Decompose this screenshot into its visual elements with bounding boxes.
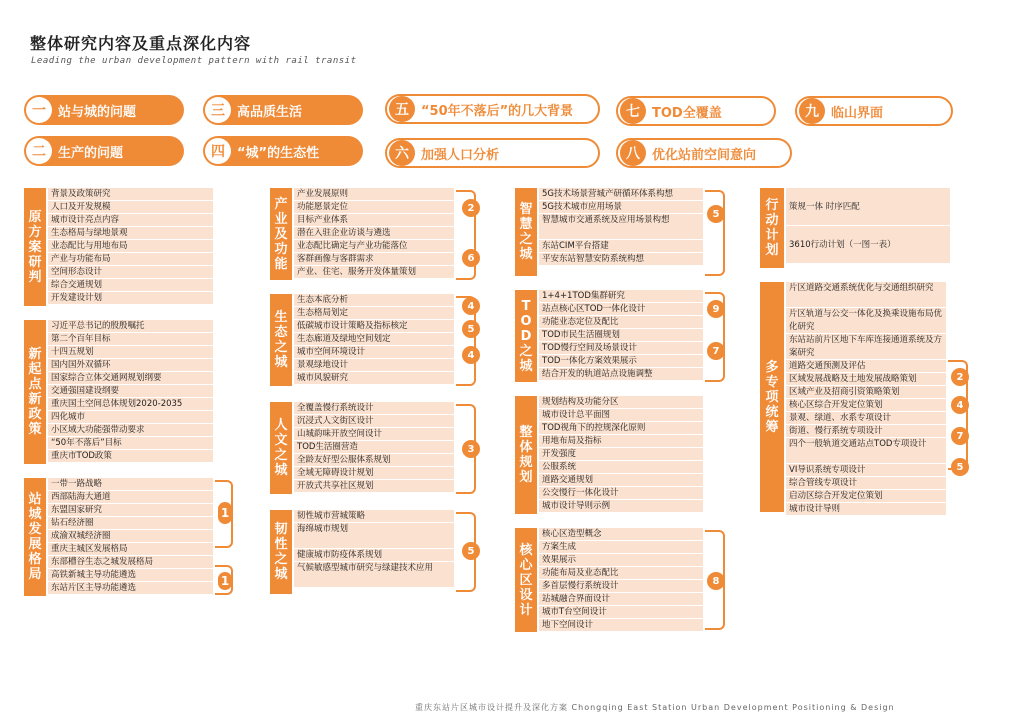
list-item: 交通强国建设纲要: [48, 385, 213, 398]
list-core-design: [539, 528, 703, 632]
list-item: 综合交通规划: [48, 279, 213, 292]
list-item: 区域产业及招商引资策略策划: [786, 386, 946, 399]
count-badge: 4: [462, 346, 480, 364]
category-station-city: 站城发展格局: [24, 478, 46, 596]
list-item: 产业、住宅、服务开发体量策划: [294, 266, 454, 279]
list-ecology: [294, 294, 454, 385]
count-badge: 4: [462, 297, 480, 315]
list-item: 空间形态设计: [48, 266, 213, 279]
topic-label: 优化站前空间意向: [652, 147, 757, 163]
list-item: 一带一路战略: [48, 478, 213, 491]
topic-label: TOD全覆盖: [652, 105, 722, 121]
topic-label: 站与城的问题: [58, 104, 137, 120]
topic-pill-9: [795, 96, 953, 126]
list-item: 高铁新城主导功能遴选: [48, 569, 213, 582]
count-badge: 5: [707, 205, 725, 223]
list-item: 目标产业体系: [294, 214, 454, 227]
list-multi-specialty: [786, 282, 946, 516]
list-item: 景观、绿道、水系专项设计: [786, 412, 946, 425]
list-item: 第二个百年目标: [48, 333, 213, 346]
list-item: 策规一体 时序匹配: [786, 188, 950, 226]
list-item: 东站CIM平台搭建: [539, 240, 703, 253]
topic-number: 四: [205, 138, 231, 164]
topic-label: “城”的生态性: [237, 145, 320, 161]
list-item: 功能布局及业态配比: [539, 567, 703, 580]
list-item: 城市风貌研究: [294, 372, 454, 385]
list-item: 四化城市: [48, 411, 213, 424]
list-item: 东站站前片区地下车库连接通道系统及方案研究: [786, 334, 946, 360]
list-item: 东盟国家研究: [48, 504, 213, 517]
list-item: 人口及开发规模: [48, 201, 213, 214]
list-item: 5G技术场景营城产研循环体系构想: [539, 188, 703, 201]
list-item: 启动区综合开发定位策划: [786, 490, 946, 503]
list-overall-plan: [539, 396, 703, 513]
count-badge: 7: [707, 342, 725, 360]
list-item: 开发强度: [539, 448, 703, 461]
topic-pill-7: [616, 96, 776, 126]
list-item: 生态格局划定: [294, 307, 454, 320]
list-station-city: [48, 478, 213, 595]
count-badge: 5: [462, 542, 480, 560]
topic-number: 九: [799, 98, 825, 124]
page-title: 整体研究内容及重点深化内容: [30, 34, 252, 53]
list-item: 东部槽谷生态之城发展格局: [48, 556, 213, 569]
list-item: 产业与功能布局: [48, 253, 213, 266]
category-resilience: 韧性之城: [270, 510, 292, 594]
list-item: 片区轨道与公交一体化及换乘设施布局优化研究: [786, 308, 946, 334]
count-badge: 4: [951, 396, 969, 414]
category-smart: 智慧之城: [515, 188, 537, 276]
count-badge: 8: [707, 572, 725, 590]
list-item: 核心区综合开发定位策划: [786, 399, 946, 412]
list-item: 道路交通规划: [539, 474, 703, 487]
list-item: 综合管线专项设计: [786, 477, 946, 490]
topic-pill-8: [616, 138, 792, 168]
list-industry: [294, 188, 454, 279]
topic-label: 加强人口分析: [421, 147, 500, 163]
category-ecology: 生态之城: [270, 294, 292, 386]
list-item: TOD视角下的控规深化原则: [539, 422, 703, 435]
topic-number: 二: [26, 138, 52, 164]
list-item: 海绵城市规划: [294, 523, 454, 549]
page-subtitle: Leading the urban development pattern with rail transit: [31, 56, 357, 66]
topic-label: 生产的问题: [58, 145, 124, 161]
topic-number: 三: [205, 97, 231, 123]
list-item: 平安东站智慧安防系统构想: [539, 253, 703, 266]
list-item: 结合开发的轨道站点设施调整: [539, 368, 703, 381]
topic-number: 七: [620, 98, 646, 124]
list-item: 沉浸式人文街区设计: [294, 415, 454, 428]
count-badge: 6: [462, 249, 480, 267]
list-action-plan: [786, 188, 950, 264]
list-item: 城市设计导则示例: [539, 500, 703, 513]
list-item: 站点核心区TOD一体化设计: [539, 303, 703, 316]
count-badge: 1: [218, 502, 232, 524]
list-item: 潜在入驻企业访谈与遴选: [294, 227, 454, 240]
list-item: 1+4+1TOD集群研究: [539, 290, 703, 303]
list-item: 生态廊道及绿地空间划定: [294, 333, 454, 346]
list-item: 3610行动计划（一图一表）: [786, 226, 950, 264]
list-item: 国家综合立体交通网规划纲要: [48, 372, 213, 385]
list-item: 业态配比确定与产业功能落位: [294, 240, 454, 253]
list-item: 多首层慢行系统设计: [539, 580, 703, 593]
list-item: 城市设计总平面图: [539, 409, 703, 422]
list-item: VI导识系统专项设计: [786, 464, 946, 477]
list-smart: [539, 188, 703, 266]
list-item: 生态本底分析: [294, 294, 454, 307]
list-item: 习近平总书记的殷殷嘱托: [48, 320, 213, 333]
list-item: 成渝双城经济圈: [48, 530, 213, 543]
list-item: 全覆盖慢行系统设计: [294, 402, 454, 415]
list-item: 效果展示: [539, 554, 703, 567]
topic-number: 八: [620, 140, 646, 166]
list-item: 城市设计亮点内容: [48, 214, 213, 227]
topic-pill-3: [203, 95, 363, 125]
list-item: TOD生活圈营造: [294, 441, 454, 454]
count-badge: 5: [951, 458, 969, 476]
category-action-plan: 行动计划: [760, 188, 784, 268]
list-item: 开发建设计划: [48, 292, 213, 305]
list-item: 用地布局及指标: [539, 435, 703, 448]
list-item: 生态格局与绿地景观: [48, 227, 213, 240]
list-item: TOD慢行空间及场景设计: [539, 342, 703, 355]
topic-label: 高品质生活: [237, 104, 303, 120]
list-item: 产业发展原则: [294, 188, 454, 201]
category-core-design: 核心区设计: [515, 528, 537, 632]
list-item: 小区域大功能强带动要求: [48, 424, 213, 437]
list-item: 业态配比与用地布局: [48, 240, 213, 253]
list-item: 全域无障碍设计规划: [294, 467, 454, 480]
list-item: 健康城市防疫体系规划: [294, 549, 454, 562]
list-item: 山城韵味开放空间设计: [294, 428, 454, 441]
topic-label: “50年不落后”的几大背景: [421, 103, 574, 119]
topic-pill-6: [385, 138, 600, 168]
count-badge: 1: [218, 572, 232, 590]
list-new-policy: [48, 320, 213, 463]
category-original-plan: 原方案研判: [24, 188, 46, 306]
list-item: 方案生成: [539, 541, 703, 554]
category-tod: TOD之城: [515, 290, 537, 382]
list-item: 重庆国土空间总体规划2020-2035: [48, 398, 213, 411]
list-item: 重庆市TOD政策: [48, 450, 213, 463]
list-item: 十四五规划: [48, 346, 213, 359]
category-overall-plan: 整体规划: [515, 396, 537, 514]
count-badge: 2: [462, 199, 480, 217]
list-item: 区域发展战略及土地发展战略策划: [786, 373, 946, 386]
list-item: 重庆主城区发展格局: [48, 543, 213, 556]
topic-number: 五: [389, 96, 415, 122]
list-item: 开放式共享社区规划: [294, 480, 454, 493]
count-badge: 5: [462, 320, 480, 338]
list-item: 规划结构及功能分区: [539, 396, 703, 409]
list-item: 站城融合界面设计: [539, 593, 703, 606]
list-item: 韧性城市营城策略: [294, 510, 454, 523]
list-item: 气候敏感型城市研究与绿建技术应用: [294, 562, 454, 588]
list-item: 客群画像与客群需求: [294, 253, 454, 266]
list-item: 公交慢行一体化设计: [539, 487, 703, 500]
footer-caption: 重庆东站片区城市设计提升及深化方案 Chongqing East Station Urban Development Positioning & Design: [415, 703, 895, 712]
count-badge: 3: [462, 440, 480, 458]
list-tod: [539, 290, 703, 381]
list-item: 背景及政策研究: [48, 188, 213, 201]
list-original-plan: [48, 188, 213, 305]
list-humanity: [294, 402, 454, 493]
list-item: 5G技术城市应用场景: [539, 201, 703, 214]
list-item: 功能业态定位及配比: [539, 316, 703, 329]
topic-label: 临山界面: [831, 105, 884, 121]
list-item: 城市空间环境设计: [294, 346, 454, 359]
category-new-policy: 新起点新政策: [24, 320, 46, 464]
list-item: 功能愿景定位: [294, 201, 454, 214]
count-badge: 7: [951, 427, 969, 445]
topic-pill-4: [203, 136, 363, 166]
list-item: 城市设计导则: [786, 503, 946, 516]
count-badge: 2: [951, 368, 969, 386]
list-item: 核心区造型概念: [539, 528, 703, 541]
list-item: 西部陆海大通道: [48, 491, 213, 504]
list-item: 东站片区主导功能遴选: [48, 582, 213, 595]
topic-pill-5: [385, 94, 600, 124]
list-item: 景观绿地设计: [294, 359, 454, 372]
list-item: 公服系统: [539, 461, 703, 474]
category-humanity: 人文之城: [270, 402, 292, 494]
list-item: 四个一般轨道交通站点TOD专项设计: [786, 438, 946, 464]
topic-number: 一: [26, 97, 52, 123]
list-item: 地下空间设计: [539, 619, 703, 632]
list-item: TOD一体化方案效果展示: [539, 355, 703, 368]
list-item: 国内国外双循环: [48, 359, 213, 372]
bracket: [705, 190, 725, 276]
list-item: TOD市民生活圈规划: [539, 329, 703, 342]
list-item: 智慧城市交通系统及应用场景构想: [539, 214, 703, 240]
topic-pill-2: [24, 136, 184, 166]
topic-number: 六: [389, 140, 415, 166]
list-item: 低碳城市设计策略及指标核定: [294, 320, 454, 333]
category-industry: 产业及功能: [270, 188, 292, 280]
category-multi-specialty: 多专项统筹: [760, 282, 784, 512]
list-item: “50年不落后”目标: [48, 437, 213, 450]
list-resilience: [294, 510, 454, 588]
list-item: 全龄友好型公服体系规划: [294, 454, 454, 467]
list-item: 道路交通预测及评估: [786, 360, 946, 373]
count-badge: 9: [707, 300, 725, 318]
list-item: 城市T台空间设计: [539, 606, 703, 619]
list-item: 钻石经济圈: [48, 517, 213, 530]
list-item: 片区道路交通系统优化与交通组织研究: [786, 282, 946, 308]
list-item: 街道、慢行系统专项设计: [786, 425, 946, 438]
topic-pill-1: [24, 95, 184, 125]
